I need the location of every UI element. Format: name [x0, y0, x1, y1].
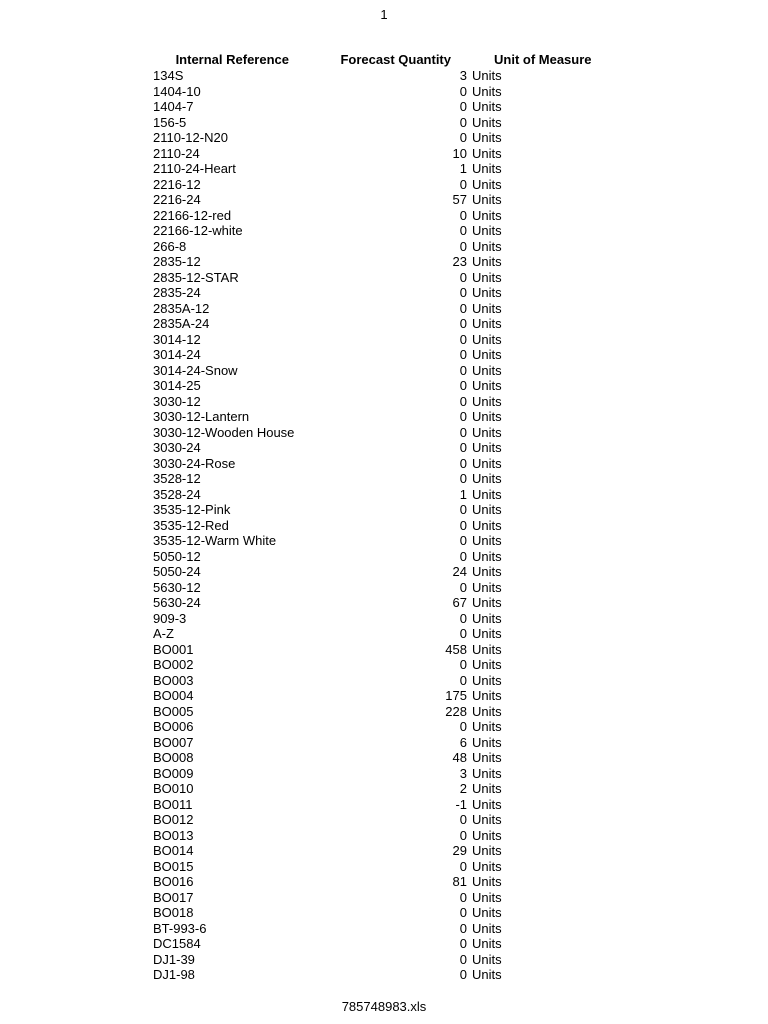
cell-unit-of-measure: Units: [472, 858, 502, 874]
cell-forecast-quantity: 57: [452, 192, 467, 207]
cell-internal-reference: 2835-24: [153, 285, 201, 300]
cell-unit-of-measure: Units: [472, 285, 502, 300]
table-row: [153, 115, 602, 131]
cell-unit-of-measure: Units: [472, 548, 502, 564]
cell-unit-of-measure: Units: [472, 161, 502, 176]
cell-unit-of-measure: Units: [472, 796, 502, 812]
cell-unit-of-measure: Units: [472, 331, 502, 347]
table-row: [153, 239, 602, 255]
cell-internal-reference: 3014-25: [153, 378, 201, 393]
cell-forecast-quantity: 175: [445, 688, 467, 703]
cell-internal-reference: 2835A-24: [153, 316, 210, 331]
cell-forecast-quantity: 0: [459, 610, 467, 626]
cell-unit-of-measure: Units: [472, 579, 502, 595]
forecast-table: [153, 52, 602, 983]
cell-internal-reference: 3030-12-Wooden House: [153, 424, 295, 440]
cell-unit-of-measure: Units: [472, 843, 502, 858]
cell-forecast-quantity: 0: [459, 83, 467, 99]
cell-unit-of-measure: Units: [472, 223, 502, 238]
table-row: [153, 146, 602, 162]
cell-forecast-quantity: -1: [455, 796, 467, 812]
table-row: [153, 828, 602, 844]
cell-forecast-quantity: 0: [459, 285, 467, 300]
cell-forecast-quantity: 0: [459, 812, 467, 827]
cell-forecast-quantity: 0: [459, 967, 467, 982]
cell-internal-reference: BO011: [153, 796, 193, 812]
cell-internal-reference: 909-3: [153, 610, 187, 626]
cell-unit-of-measure: Units: [472, 378, 502, 393]
table-row: [153, 921, 602, 937]
cell-unit-of-measure: Units: [472, 920, 502, 936]
cell-internal-reference: 156-5: [153, 114, 187, 130]
cell-forecast-quantity: 0: [459, 130, 467, 145]
cell-forecast-quantity: 24: [452, 564, 467, 579]
table-row: [153, 316, 602, 332]
table-row: [153, 223, 602, 239]
table-row: [153, 642, 602, 658]
cell-forecast-quantity: 458: [445, 641, 467, 657]
cell-forecast-quantity: 0: [459, 951, 467, 967]
cell-forecast-quantity: 2: [459, 781, 467, 796]
table-row: [153, 254, 602, 270]
footer-filename: 785748983.xls: [341, 999, 427, 1014]
cell-internal-reference: BO017: [153, 889, 194, 905]
table-row: [153, 688, 602, 704]
cell-unit-of-measure: Units: [472, 440, 502, 455]
cell-internal-reference: 3535-12-Warm White: [153, 533, 277, 548]
cell-unit-of-measure: Units: [472, 812, 502, 827]
table-row: [153, 580, 602, 596]
cell-unit-of-measure: Units: [472, 874, 502, 889]
cell-internal-reference: 3030-12: [153, 393, 201, 409]
table-row: [153, 84, 602, 100]
cell-forecast-quantity: 81: [452, 874, 467, 889]
cell-forecast-quantity: 3: [459, 765, 467, 781]
cell-forecast-quantity: 0: [459, 99, 467, 114]
cell-internal-reference: BO001: [153, 641, 194, 657]
cell-internal-reference: 5050-24: [153, 564, 201, 579]
table-row: [153, 394, 602, 410]
cell-forecast-quantity: 0: [459, 858, 467, 874]
cell-internal-reference: DJ1-39: [153, 951, 195, 967]
cell-unit-of-measure: Units: [472, 688, 502, 703]
table-row: [153, 874, 602, 890]
cell-unit-of-measure: Units: [472, 114, 502, 130]
cell-internal-reference: 5630-24: [153, 595, 201, 610]
cell-internal-reference: 2216-24: [153, 192, 201, 207]
cell-unit-of-measure: Units: [472, 316, 502, 331]
cell-unit-of-measure: Units: [472, 300, 502, 316]
cell-forecast-quantity: 0: [459, 300, 467, 316]
cell-forecast-quantity: 0: [459, 502, 467, 517]
table-row: [153, 332, 602, 348]
cell-internal-reference: BO014: [153, 843, 194, 858]
cell-internal-reference: 3030-12-Lantern: [153, 409, 250, 424]
table-row: [153, 502, 602, 518]
cell-unit-of-measure: Units: [472, 703, 502, 719]
table-row: [153, 301, 602, 317]
cell-forecast-quantity: 0: [459, 238, 467, 254]
cell-forecast-quantity: 0: [459, 920, 467, 936]
cell-unit-of-measure: Units: [472, 781, 502, 796]
cell-unit-of-measure: Units: [472, 827, 502, 843]
table-row: [153, 471, 602, 487]
table-row: [153, 890, 602, 906]
cell-forecast-quantity: 0: [459, 548, 467, 564]
cell-forecast-quantity: 0: [459, 393, 467, 409]
table-row: [153, 797, 602, 813]
cell-unit-of-measure: Units: [472, 889, 502, 905]
table-row: [153, 936, 602, 952]
cell-internal-reference: BO015: [153, 858, 194, 874]
cell-unit-of-measure: Units: [472, 564, 502, 579]
table-row: [153, 549, 602, 565]
cell-internal-reference: 3014-12: [153, 331, 201, 347]
cell-internal-reference: BO006: [153, 719, 194, 734]
cell-unit-of-measure: Units: [472, 936, 502, 951]
cell-internal-reference: BO016: [153, 874, 194, 889]
table-row: [153, 68, 602, 84]
cell-unit-of-measure: Units: [472, 471, 502, 486]
cell-forecast-quantity: 0: [459, 331, 467, 347]
table-row: [153, 456, 602, 472]
table-row: [153, 704, 602, 720]
cell-internal-reference: BT-993-6: [153, 920, 207, 936]
cell-unit-of-measure: Units: [472, 145, 502, 161]
cell-internal-reference: BO004: [153, 688, 194, 703]
cell-internal-reference: 134S: [153, 68, 184, 83]
table-row: [153, 657, 602, 673]
cell-unit-of-measure: Units: [472, 68, 502, 83]
cell-unit-of-measure: Units: [472, 176, 502, 192]
cell-internal-reference: DC1584: [153, 936, 201, 951]
table-row: [153, 192, 602, 208]
cell-forecast-quantity: 0: [459, 827, 467, 843]
cell-internal-reference: BO010: [153, 781, 194, 796]
cell-unit-of-measure: Units: [472, 734, 502, 750]
cell-internal-reference: 5050-12: [153, 548, 201, 564]
cell-forecast-quantity: 6: [459, 734, 467, 750]
cell-internal-reference: 266-8: [153, 238, 187, 254]
table-row: [153, 378, 602, 394]
cell-unit-of-measure: Units: [472, 533, 502, 548]
cell-forecast-quantity: 0: [459, 657, 467, 672]
cell-unit-of-measure: Units: [472, 517, 502, 533]
cell-unit-of-measure: Units: [472, 610, 502, 626]
cell-unit-of-measure: Units: [472, 502, 502, 517]
table-row: [153, 843, 602, 859]
cell-internal-reference: 22166-12-red: [153, 207, 232, 223]
cell-internal-reference: BO002: [153, 657, 194, 672]
cell-internal-reference: 2110-24-Heart: [153, 161, 236, 176]
cell-unit-of-measure: Units: [472, 130, 502, 145]
cell-unit-of-measure: Units: [472, 238, 502, 254]
cell-unit-of-measure: Units: [472, 409, 502, 424]
table-row: [153, 766, 602, 782]
cell-unit-of-measure: Units: [472, 393, 502, 409]
cell-unit-of-measure: Units: [472, 967, 502, 982]
cell-forecast-quantity: 0: [459, 378, 467, 393]
table-row: [153, 812, 602, 828]
cell-internal-reference: 5630-12: [153, 579, 201, 595]
cell-internal-reference: 2110-24: [153, 145, 200, 161]
cell-forecast-quantity: 29: [452, 843, 467, 858]
cell-forecast-quantity: 0: [459, 905, 467, 920]
cell-internal-reference: 3030-24: [153, 440, 201, 455]
table-row: [153, 750, 602, 766]
cell-forecast-quantity: 48: [452, 750, 467, 765]
cell-internal-reference: BO012: [153, 812, 194, 827]
table-row: [153, 859, 602, 875]
table-row: [153, 952, 602, 968]
cell-internal-reference: 3030-24-Rose: [153, 455, 236, 471]
cell-internal-reference: 3528-12: [153, 471, 201, 486]
cell-internal-reference: BO003: [153, 672, 194, 688]
cell-forecast-quantity: 0: [459, 424, 467, 440]
cell-unit-of-measure: Units: [472, 905, 502, 920]
cell-forecast-quantity: 228: [445, 703, 467, 719]
cell-unit-of-measure: Units: [472, 641, 502, 657]
cell-unit-of-measure: Units: [472, 595, 502, 610]
cell-internal-reference: BO009: [153, 765, 194, 781]
cell-forecast-quantity: 0: [459, 176, 467, 192]
table-header-row: [153, 52, 602, 68]
cell-forecast-quantity: 0: [459, 362, 467, 378]
cell-forecast-quantity: 0: [459, 471, 467, 486]
table-row: [153, 595, 602, 611]
table-row: [153, 409, 602, 425]
cell-unit-of-measure: Units: [472, 765, 502, 781]
cell-forecast-quantity: 0: [459, 207, 467, 223]
table-row: [153, 425, 602, 441]
cell-internal-reference: BO013: [153, 827, 194, 843]
table-row: [153, 719, 602, 735]
header-forecast-quantity: Forecast Quantity: [340, 52, 451, 67]
cell-internal-reference: 1404-10: [153, 83, 201, 99]
table-row: [153, 735, 602, 751]
cell-internal-reference: BO005: [153, 703, 194, 719]
cell-unit-of-measure: Units: [472, 626, 502, 641]
cell-unit-of-measure: Units: [472, 719, 502, 734]
table-row: [153, 905, 602, 921]
cell-forecast-quantity: 0: [459, 719, 467, 734]
page-number: 1: [380, 7, 388, 22]
cell-forecast-quantity: 10: [452, 145, 467, 161]
cell-internal-reference: 3528-24: [153, 486, 201, 502]
cell-forecast-quantity: 0: [459, 889, 467, 905]
table-row: [153, 611, 602, 627]
cell-forecast-quantity: 0: [459, 114, 467, 130]
cell-forecast-quantity: 0: [459, 409, 467, 424]
cell-forecast-quantity: 0: [459, 440, 467, 455]
cell-internal-reference: 2835A-12: [153, 300, 210, 316]
cell-forecast-quantity: 0: [459, 269, 467, 285]
cell-forecast-quantity: 0: [459, 626, 467, 641]
cell-forecast-quantity: 3: [459, 68, 467, 83]
cell-forecast-quantity: 1: [459, 161, 467, 176]
cell-unit-of-measure: Units: [472, 362, 502, 378]
table-row: [153, 781, 602, 797]
cell-forecast-quantity: 0: [459, 223, 467, 238]
cell-internal-reference: 2835-12-STAR: [153, 269, 239, 285]
table-row: [153, 363, 602, 379]
cell-unit-of-measure: Units: [472, 951, 502, 967]
cell-forecast-quantity: 1: [459, 486, 467, 502]
cell-forecast-quantity: 0: [459, 936, 467, 951]
cell-unit-of-measure: Units: [472, 83, 502, 99]
table-row: [153, 208, 602, 224]
cell-forecast-quantity: 23: [452, 254, 467, 269]
cell-unit-of-measure: Units: [472, 269, 502, 285]
header-unit-of-measure: Unit of Measure: [494, 52, 592, 67]
cell-forecast-quantity: 0: [459, 455, 467, 471]
cell-internal-reference: 22166-12-white: [153, 223, 243, 238]
cell-forecast-quantity: 0: [459, 316, 467, 331]
cell-internal-reference: 3535-12-Pink: [153, 502, 231, 517]
cell-unit-of-measure: Units: [472, 424, 502, 440]
cell-unit-of-measure: Units: [472, 455, 502, 471]
cell-internal-reference: 3014-24-Snow: [153, 362, 238, 378]
cell-forecast-quantity: 0: [459, 517, 467, 533]
cell-forecast-quantity: 67: [452, 595, 467, 610]
cell-unit-of-measure: Units: [472, 192, 502, 207]
cell-forecast-quantity: 0: [459, 347, 467, 362]
cell-internal-reference: 3535-12-Red: [153, 517, 229, 533]
table-row: [153, 99, 602, 115]
table-row: [153, 130, 602, 146]
table-row: [153, 967, 602, 983]
cell-internal-reference: 2216-12: [153, 176, 201, 192]
cell-unit-of-measure: Units: [472, 254, 502, 269]
cell-unit-of-measure: Units: [472, 99, 502, 114]
table-row: [153, 626, 602, 642]
table-row: [153, 487, 602, 503]
table-row: [153, 270, 602, 286]
table-row: [153, 673, 602, 689]
table-row: [153, 518, 602, 534]
table-body: [153, 68, 602, 983]
table-row: [153, 347, 602, 363]
cell-unit-of-measure: Units: [472, 672, 502, 688]
cell-internal-reference: A-Z: [153, 626, 174, 641]
cell-internal-reference: BO018: [153, 905, 194, 920]
table-row: [153, 285, 602, 301]
table-row: [153, 533, 602, 549]
cell-internal-reference: BO008: [153, 750, 194, 765]
cell-internal-reference: 2110-12-N20: [153, 130, 228, 145]
cell-internal-reference: DJ1-98: [153, 967, 195, 982]
cell-internal-reference: 2835-12: [153, 254, 201, 269]
cell-unit-of-measure: Units: [472, 347, 502, 362]
cell-internal-reference: 3014-24: [153, 347, 201, 362]
cell-forecast-quantity: 0: [459, 533, 467, 548]
cell-forecast-quantity: 0: [459, 579, 467, 595]
table-row: [153, 440, 602, 456]
cell-internal-reference: BO007: [153, 734, 194, 750]
table-row: [153, 161, 602, 177]
table-row: [153, 177, 602, 193]
cell-forecast-quantity: 0: [459, 672, 467, 688]
cell-unit-of-measure: Units: [472, 486, 502, 502]
cell-unit-of-measure: Units: [472, 207, 502, 223]
cell-unit-of-measure: Units: [472, 750, 502, 765]
cell-internal-reference: 1404-7: [153, 99, 194, 114]
cell-unit-of-measure: Units: [472, 657, 502, 672]
table-row: [153, 564, 602, 580]
header-internal-reference: Internal Reference: [175, 52, 289, 67]
